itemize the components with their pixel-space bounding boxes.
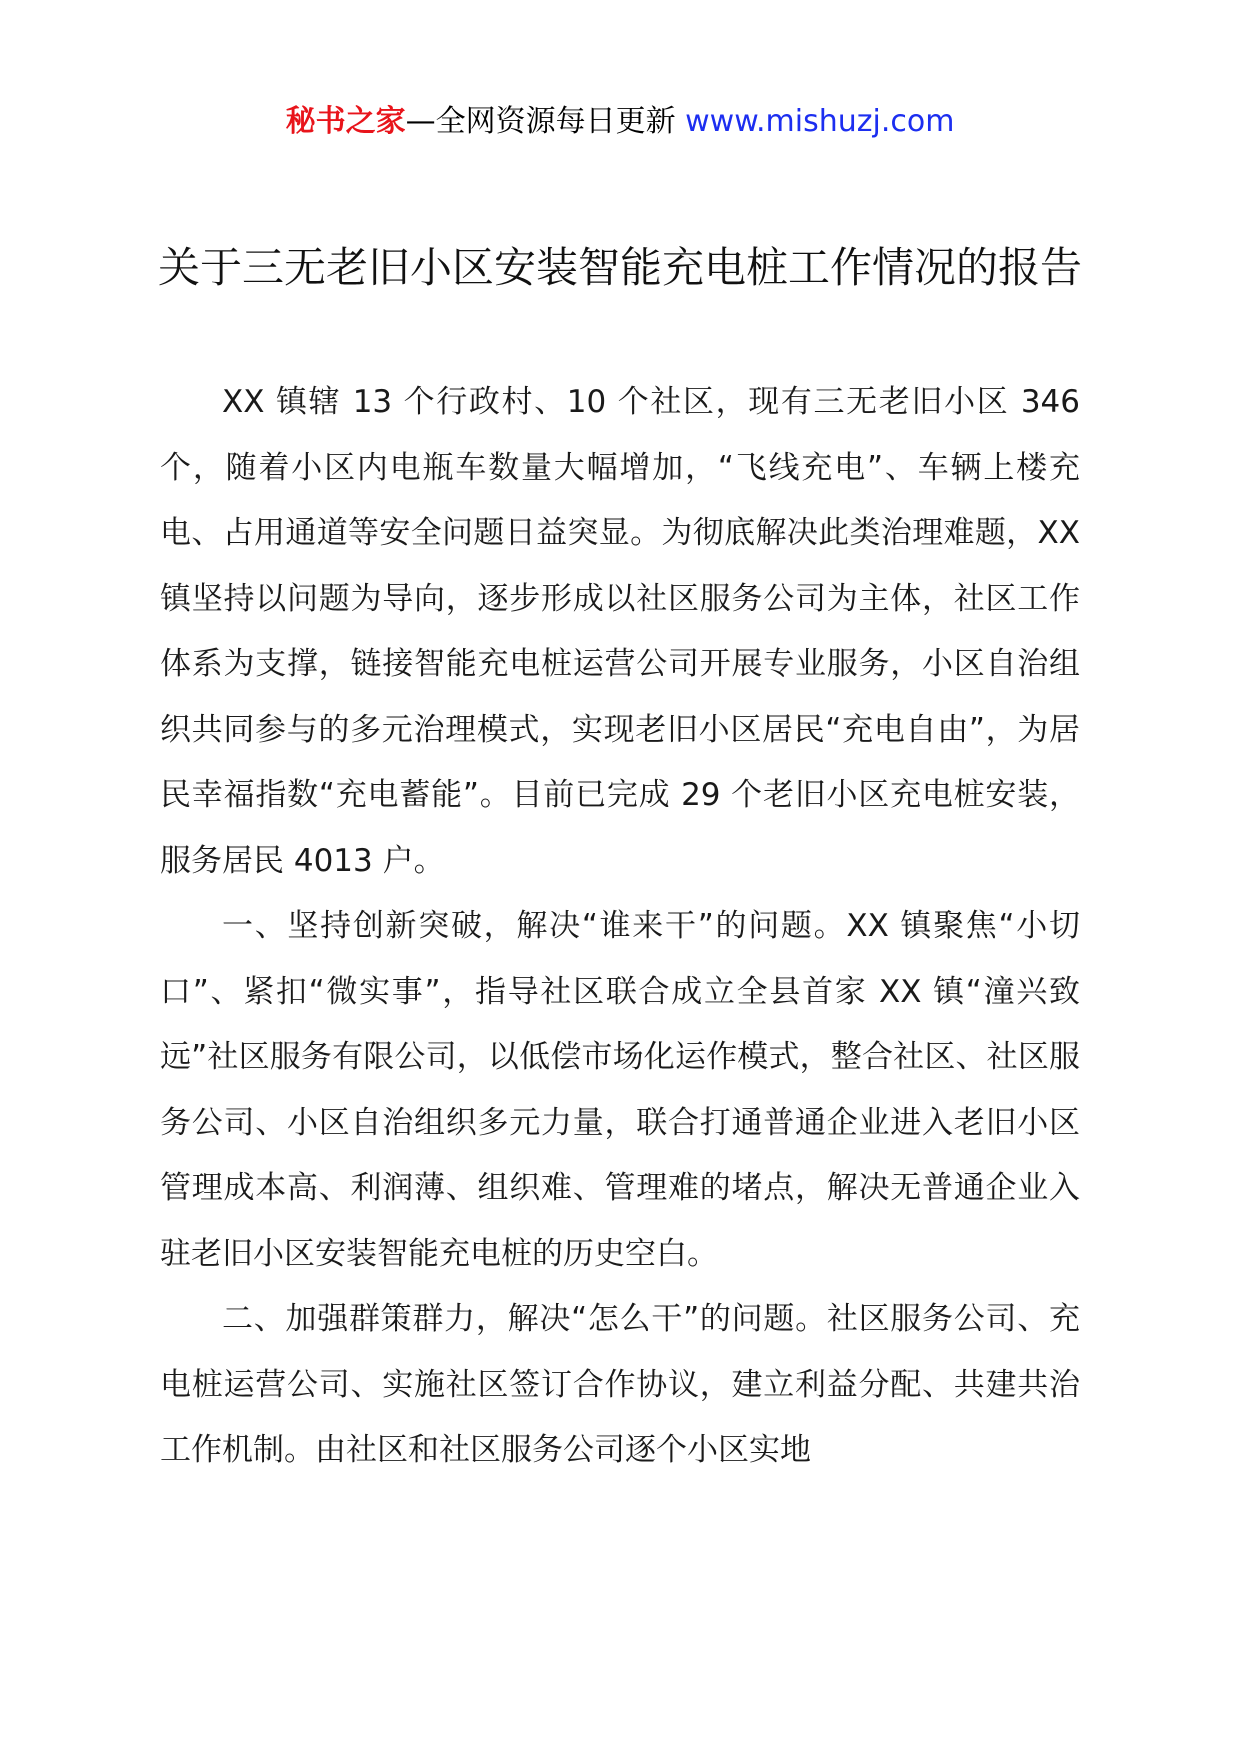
site-brand: 秘书之家 — [285, 104, 406, 139]
document-body — [160, 370, 1080, 1484]
site-tagline: —全网资源每日更新 — [405, 104, 686, 139]
site-url-link[interactable]: www.mishuzj.com — [685, 104, 955, 139]
paragraph-section-1: 一、坚持创新突破，解决“谁来干”的问题。XX 镇聚焦“小切口”、紧扣“微实事”，指导社区联合成立全县首家 XX 镇“潼兴致远”社区服务有限公司，以低偿市场化运作模式，整合社区、社区服务公司、小区自治组织多元力量，联合打通普通企业进入老旧小区管理成本高、利润薄、组织难、管理难的堵点，解决无普通企业入驻老旧小区安装智能充电桩的历史空白。 — [160, 908, 1080, 1272]
paragraph-section-2: 二、加强群策群力，解决“怎么干”的问题。社区服务公司、充电桩运营公司、实施社区签订合作协议，建立利益分配、共建共治工作机制。由社区和社区服务公司逐个小区实地 — [160, 1301, 1080, 1468]
paragraph-intro: XX 镇辖 13 个行政村、10 个社区，现有三无老旧小区 346 个，随着小区内电瓶车数量大幅增加，“飞线充电”、车辆上楼充电、占用通道等安全问题日益突显。为彻底解决此类治理难题，XX 镇坚持以问题为导向，逐步形成以社区服务公司为主体，社区工作体系为支撑，链接智能充电桩运营公司开展专业服务，小区自治组织共同参与的多元治理模式，实现老旧小区居民“充电自由”，为居民幸福指数“充电蓄能”。目前已完成 29 个老旧小区充电桩安装，服务居民 4013 户。 — [160, 384, 1080, 879]
document-title: 关于三无老旧小区安装智能充电桩工作情况的报告 — [157, 243, 1082, 292]
site-header — [0, 102, 1240, 142]
